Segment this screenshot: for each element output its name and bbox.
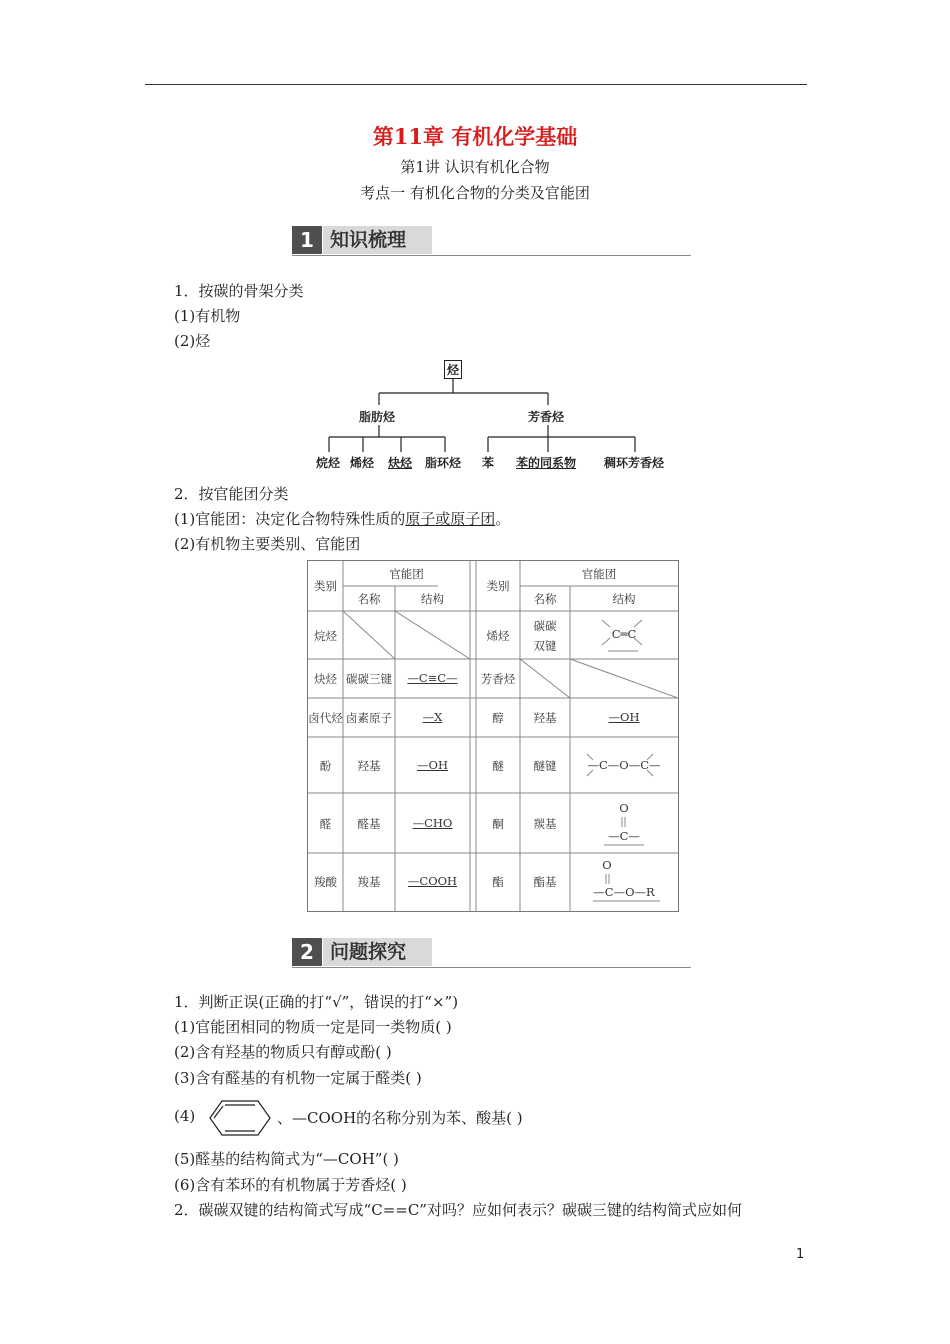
table-cell-class: 醚 xyxy=(492,759,504,773)
question-item: 、—COOH的名称分别为苯、酸基( ) xyxy=(277,1109,523,1127)
table-cell-class: 酚 xyxy=(319,759,332,773)
table-cell-name: 酯基 xyxy=(533,875,557,889)
table-cell-name: 双键 xyxy=(533,639,557,653)
question-item-prefix: (4) xyxy=(174,1107,196,1125)
col-header-class: 类别 xyxy=(486,579,510,593)
section-number: 1 xyxy=(292,226,322,254)
section-label: 问题探究 xyxy=(323,938,432,966)
section-banner-knowledge xyxy=(292,226,691,256)
col-header-name: 名称 xyxy=(357,592,381,606)
table-cell-struct: —C—O—C— xyxy=(587,758,661,772)
table-cell-class: 烯烃 xyxy=(486,629,510,643)
table-cell-class: 炔烃 xyxy=(314,672,337,686)
chapter-title: 第11章 有机化学基础 xyxy=(372,124,578,149)
page-number: 1 xyxy=(796,1247,805,1262)
table-cell-class: 酮 xyxy=(492,817,504,831)
tree-leaf: 烷烃 xyxy=(316,456,341,470)
ester-oxygen: O xyxy=(602,858,612,872)
question-item: (6)含有苯环的有机物属于芳香烃( ) xyxy=(174,1176,407,1194)
table-cell-name: 羧基 xyxy=(357,875,381,889)
paragraph: 2．按官能团分类 xyxy=(174,485,289,503)
section-label: 知识梳理 xyxy=(323,226,432,254)
paragraph: (2)烃 xyxy=(174,332,211,350)
col-header-group: 官能团 xyxy=(389,567,424,581)
tree-leaf: 脂环烃 xyxy=(425,456,462,470)
tree-leaf: 苯 xyxy=(482,456,495,470)
tree-leaf: 苯的同系物 xyxy=(516,456,577,470)
question: 2．碳碳双键的结构简式写成“C==C”对吗？应如何表示？碳碳三键的结构简式应如何 xyxy=(174,1201,742,1219)
section-banner-inquiry xyxy=(292,938,691,968)
table-cell-class: 醇 xyxy=(492,711,504,725)
table-cell-struct: —X xyxy=(422,710,443,724)
hydrocarbon-tree xyxy=(300,355,690,475)
table-cell-struct: —C≡C— xyxy=(407,671,458,685)
table-cell-name: 醛基 xyxy=(357,817,381,831)
underlined-answer: 原子或原子团 xyxy=(405,510,496,528)
tree-node-aliphatic: 脂肪烃 xyxy=(359,410,396,424)
table-cell-class: 烷烃 xyxy=(314,629,337,643)
tree-root: 烃 xyxy=(444,360,462,379)
table-cell-struct: —OH xyxy=(417,758,448,772)
question: 1．判断正误(正确的打“√”，错误的打“×”) xyxy=(174,993,459,1011)
tree-leaf: 烯烃 xyxy=(350,456,375,470)
table-cell-name: 碳碳 xyxy=(533,619,557,633)
tree-leaf: 稠环芳香烃 xyxy=(604,456,665,470)
table-cell-name: 碳碳三键 xyxy=(346,672,392,686)
col-header-struct: 结构 xyxy=(421,592,444,606)
table-cell-class: 酯 xyxy=(492,875,504,889)
lecture-title: 第1讲 认识有机化合物 xyxy=(400,158,550,176)
table-cell-name: 羟基 xyxy=(357,759,381,773)
question-item: (1)官能团相同的物质一定是同一类物质( ) xyxy=(174,1018,452,1036)
paragraph: (1)有机物 xyxy=(174,307,241,325)
tree-node-aromatic: 芳香烃 xyxy=(528,410,565,424)
table-cell-struct: —C—O—R xyxy=(593,885,655,899)
table-cell-struct: —COOH xyxy=(407,874,458,888)
paragraph: (2)有机物主要类别、官能团 xyxy=(174,535,361,553)
col-header-group: 官能团 xyxy=(581,567,617,581)
carbonyl-oxygen: O xyxy=(619,801,629,815)
table-cell-name: 羟基 xyxy=(533,711,557,725)
header-rule xyxy=(145,84,807,85)
table-cell-struct: —OH xyxy=(608,710,640,724)
paragraph: 1．按碳的骨架分类 xyxy=(174,282,304,300)
section-number: 2 xyxy=(292,938,322,966)
table-cell-class: 芳香烃 xyxy=(480,672,516,686)
col-header-name: 名称 xyxy=(533,592,557,606)
table-cell-struct: —C— xyxy=(608,829,640,843)
question-item: (2)含有羟基的物质只有醇或酚( ) xyxy=(174,1043,392,1061)
table-cell-name: 醚键 xyxy=(533,759,557,773)
table-cell-class: 羧酸 xyxy=(314,875,337,889)
question-item: (3)含有醛基的有机物一定属于醛类( ) xyxy=(174,1069,422,1087)
benzene-ring-icon xyxy=(208,1098,272,1138)
table-cell-name: 卤素原子 xyxy=(346,711,392,725)
table-cell-class: 卤代烃 xyxy=(308,711,343,725)
col-header-class: 类别 xyxy=(314,579,337,593)
topic-title: 考点一 有机化合物的分类及官能团 xyxy=(360,184,590,202)
col-header-struct: 结构 xyxy=(612,592,636,606)
functional-group-table xyxy=(307,560,679,912)
table-cell-struct: C═C xyxy=(611,627,637,641)
question-item: (5)醛基的结构简式为“—COH”( ) xyxy=(174,1150,399,1168)
tree-leaf: 炔烃 xyxy=(388,456,413,470)
table-cell-struct: —CHO xyxy=(412,816,453,830)
paragraph: (1)官能团：决定化合物特殊性质的原子或原子团。 xyxy=(174,510,511,528)
table-cell-name: 羰基 xyxy=(533,817,557,831)
table-cell-class: 醛 xyxy=(319,817,332,831)
